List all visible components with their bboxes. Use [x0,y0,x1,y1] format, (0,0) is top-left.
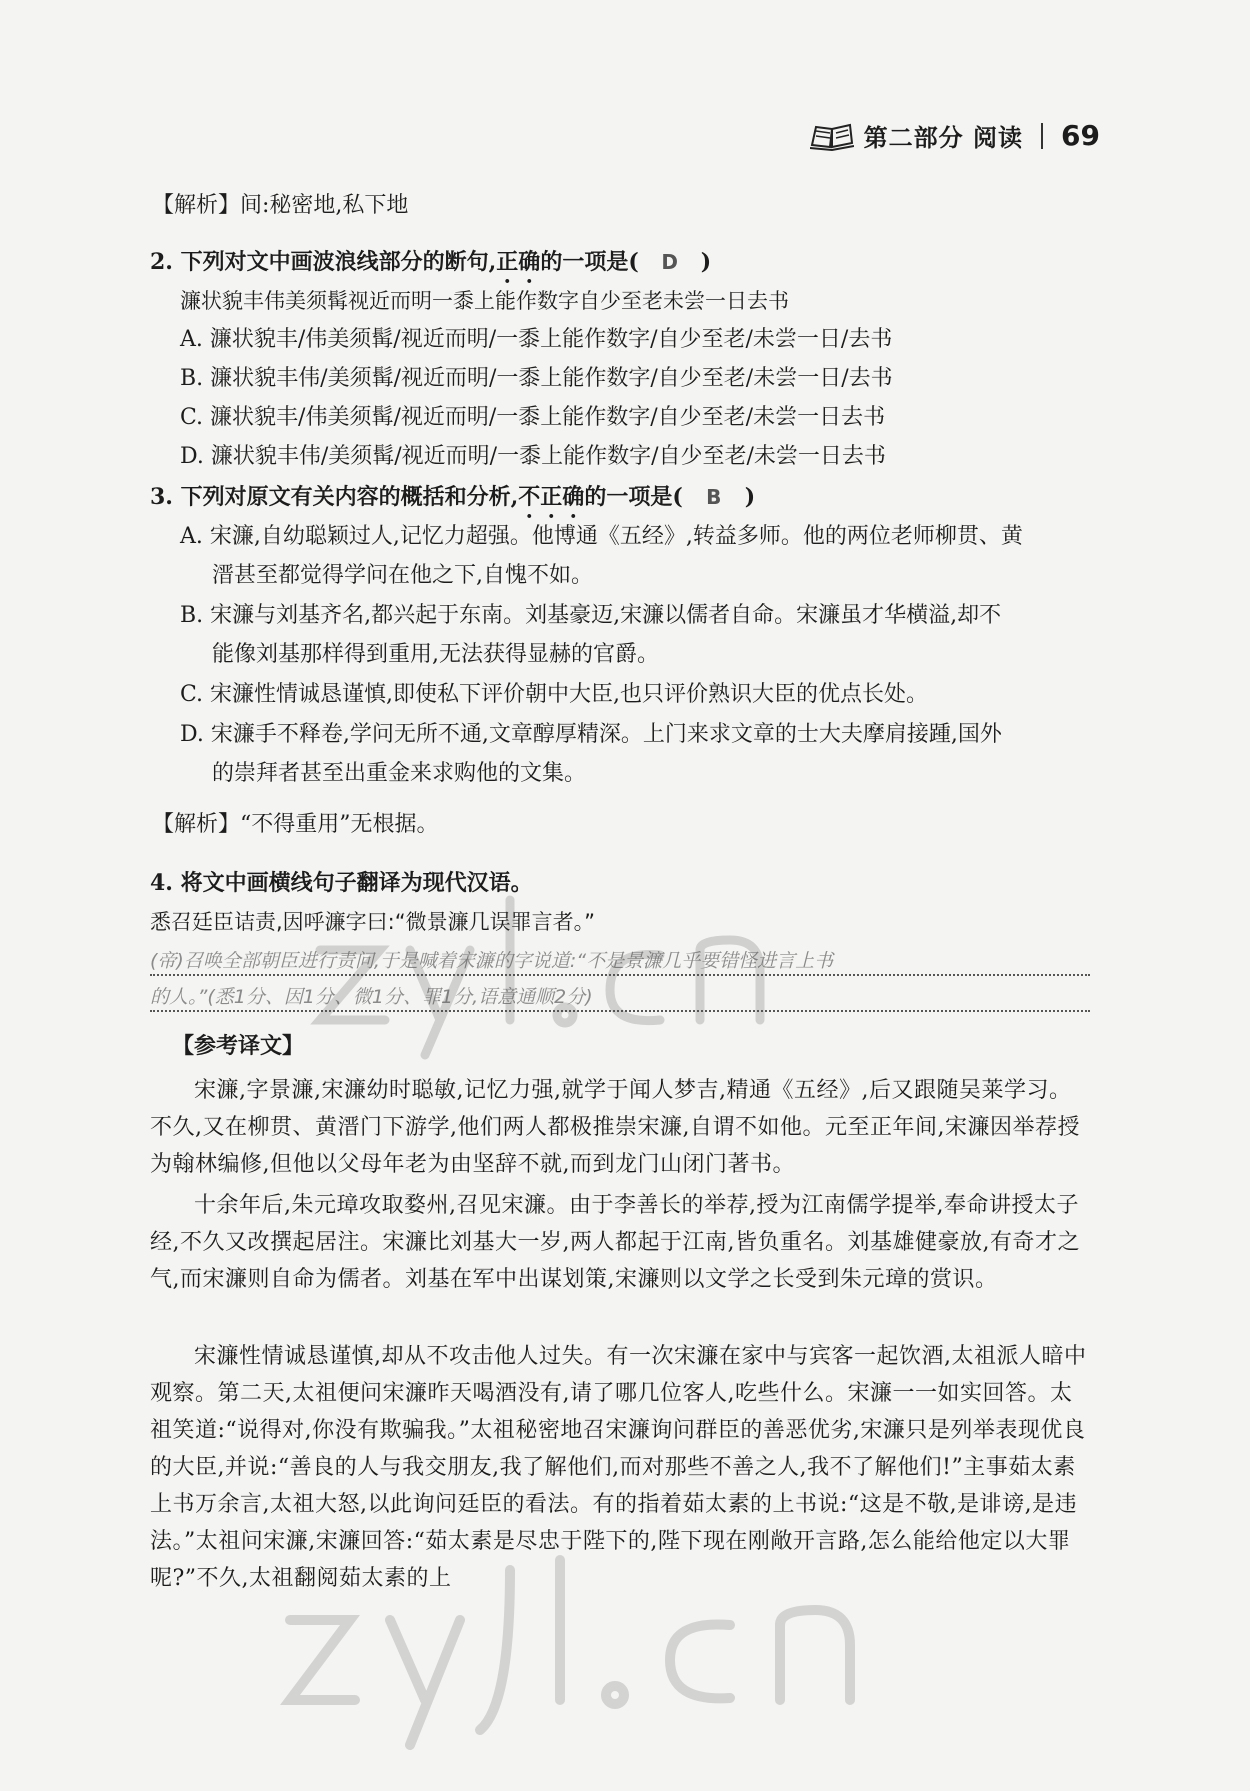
q3-option-d-line1: D. 宋濂手不释卷,学问无所不通,文章醇厚精深。上门来求文章的士大夫摩肩接踵,国外 [180,722,1002,747]
translation-paragraph-3: 宋濂性情诚恳谨慎,却从不攻击他人过失。有一次宋濂在家中与宾客一起饮酒,太祖派人暗中观察。第二天,太祖便问宋濂昨天喝酒没有,请了哪几位客人,吃些什么。宋濂一一如实回答。太祖笑道:“说得对,你没有欺骗我。”太祖秘密地召宋濂询问群臣的善恶优劣,宋濂只是列举表现优良的大臣,并说:“善良的人与我交朋友,我了解他们,而对那些不善之人,我不了解他们!”主事茹太素上书万余言,太祖大怒,以此询问廷臣的看法。有的指着茹太素的上书说:“这是不敬,是诽谤,是违法。”太祖问宋濂,宋濂回答:“茹太素是尽忠于陛下的,陛下现在刚敞开言路,怎么能给他定以大罪呢?”不久,太祖翻阅茹太素的上 [150,1344,1087,1591]
q4-sentence: 悉召廷臣诘责,因呼濂字曰:“微景濂几误罪言者。” [150,910,596,934]
q2-option-b: B. 濂状貌丰伟/美须髯/视近而明/一黍上能作数字/自少至老/未尝一日/去书 [180,366,893,391]
q3-option-d-line2: 的崇拜者甚至出重金来求购他的文集。 [212,761,587,786]
q2-stem-post: 的一项是( [540,249,639,275]
answer-dotted-line-1 [150,974,1090,976]
q2-passage: 濂状貌丰伟美须髯视近而明一黍上能作数字自少至老未尝一日去书 [180,289,789,313]
analysis-1: 【解析】间:秘密地,私下地 [152,193,409,218]
translation-paragraph-2: 十余年后,朱元璋攻取婺州,召见宋濂。由于李善长的举荐,授为江南儒学提举,奉命讲授太子经,不久又改撰起居注。宋濂比刘基大一岁,两人都起于江南,皆负重名。刘基雄健豪放,有奇才之气,而宋濂则自命为儒者。刘基在军中出谋划策,宋濂则以文学之长受到朱元璋的赏识。 [150,1193,1080,1292]
q4-answer-line1: (帝)召唤全部朝臣进行责问,于是喊着宋濂的字说道:“不是景濂几乎要错怪进言上书 [150,950,834,972]
q3-stem-post: 的一项是( [584,484,683,510]
q2-stem-emphasis: 正确 [496,249,541,275]
q2-answer: D [661,250,679,274]
translation-paragraph-1: 宋濂,字景濂,宋濂幼时聪敏,记忆力强,就学于闻人梦吉,精通《五经》,后又跟随吴莱学习。不久,又在柳贯、黄溍门下游学,他们两人都极推崇宋濂,自谓不如他。元至正年间,宋濂因举荐授为翰林编修,但他以父母年老为由坚辞不就,而到龙门山闭门著书。 [150,1078,1080,1177]
question-3-stem [150,482,755,523]
q3-option-c: C. 宋濂性情诚恳谨慎,即使私下评价朝中大臣,也只评价熟识大臣的优点长处。 [180,682,929,707]
answer-dotted-line-2 [150,1010,1090,1012]
q3-analysis: 【解析】“不得重用”无根据。 [152,812,439,837]
q2-close: ) [700,249,712,275]
q4-answer-line2: 的人。”(悉1分、因1分、微1分、罪1分,语意通顺2分) [150,986,593,1008]
q3-option-a-line1: A. 宋濂,自幼聪颖过人,记忆力超强。他博通《五经》,转益多师。他的两位老师柳贯、黄 [180,524,1023,549]
q2-option-d: D. 濂状貌丰伟/美须髯/视近而明/一黍上能作数字/自少至老/未尝一日去书 [180,444,886,469]
q3-stem-pre: 3. 下列对原文有关内容的概括和分析, [150,484,519,510]
q3-option-a-line2: 溍甚至都觉得学问在他之下,自愧不如。 [212,563,593,588]
page-header [810,118,1100,153]
q3-answer: B [706,485,722,509]
header-divider [1041,123,1043,149]
q3-option-b-line1: B. 宋濂与刘基齐名,都兴起于东南。刘基豪迈,宋濂以儒者自命。宋濂虽才华横溢,却不 [180,603,1002,628]
book-icon [810,121,854,151]
q2-option-a: A. 濂状貌丰/伟美须髯/视近而明/一黍上能作数字/自少至老/未尝一日/去书 [180,327,893,352]
q3-close: ) [744,484,756,510]
section-title: 第二部分 阅读 [863,124,1024,152]
q2-option-c: C. 濂状貌丰/伟美须髯/视近而明/一黍上能作数字/自少至老/未尝一日去书 [180,405,886,430]
question-2-stem [150,247,711,288]
page-number: 69 [1061,119,1100,152]
q3-option-b-line2: 能像刘基那样得到重用,无法获得显赫的官爵。 [212,642,659,667]
question-4-stem: 4. 将文中画横线句子翻译为现代汉语。 [150,870,533,896]
q2-stem-pre: 2. 下列对文中画波浪线部分的断句, [150,249,497,275]
translation-title: 【参考译文】 [172,1034,305,1059]
q3-stem-emphasis: 不正确 [518,484,585,510]
